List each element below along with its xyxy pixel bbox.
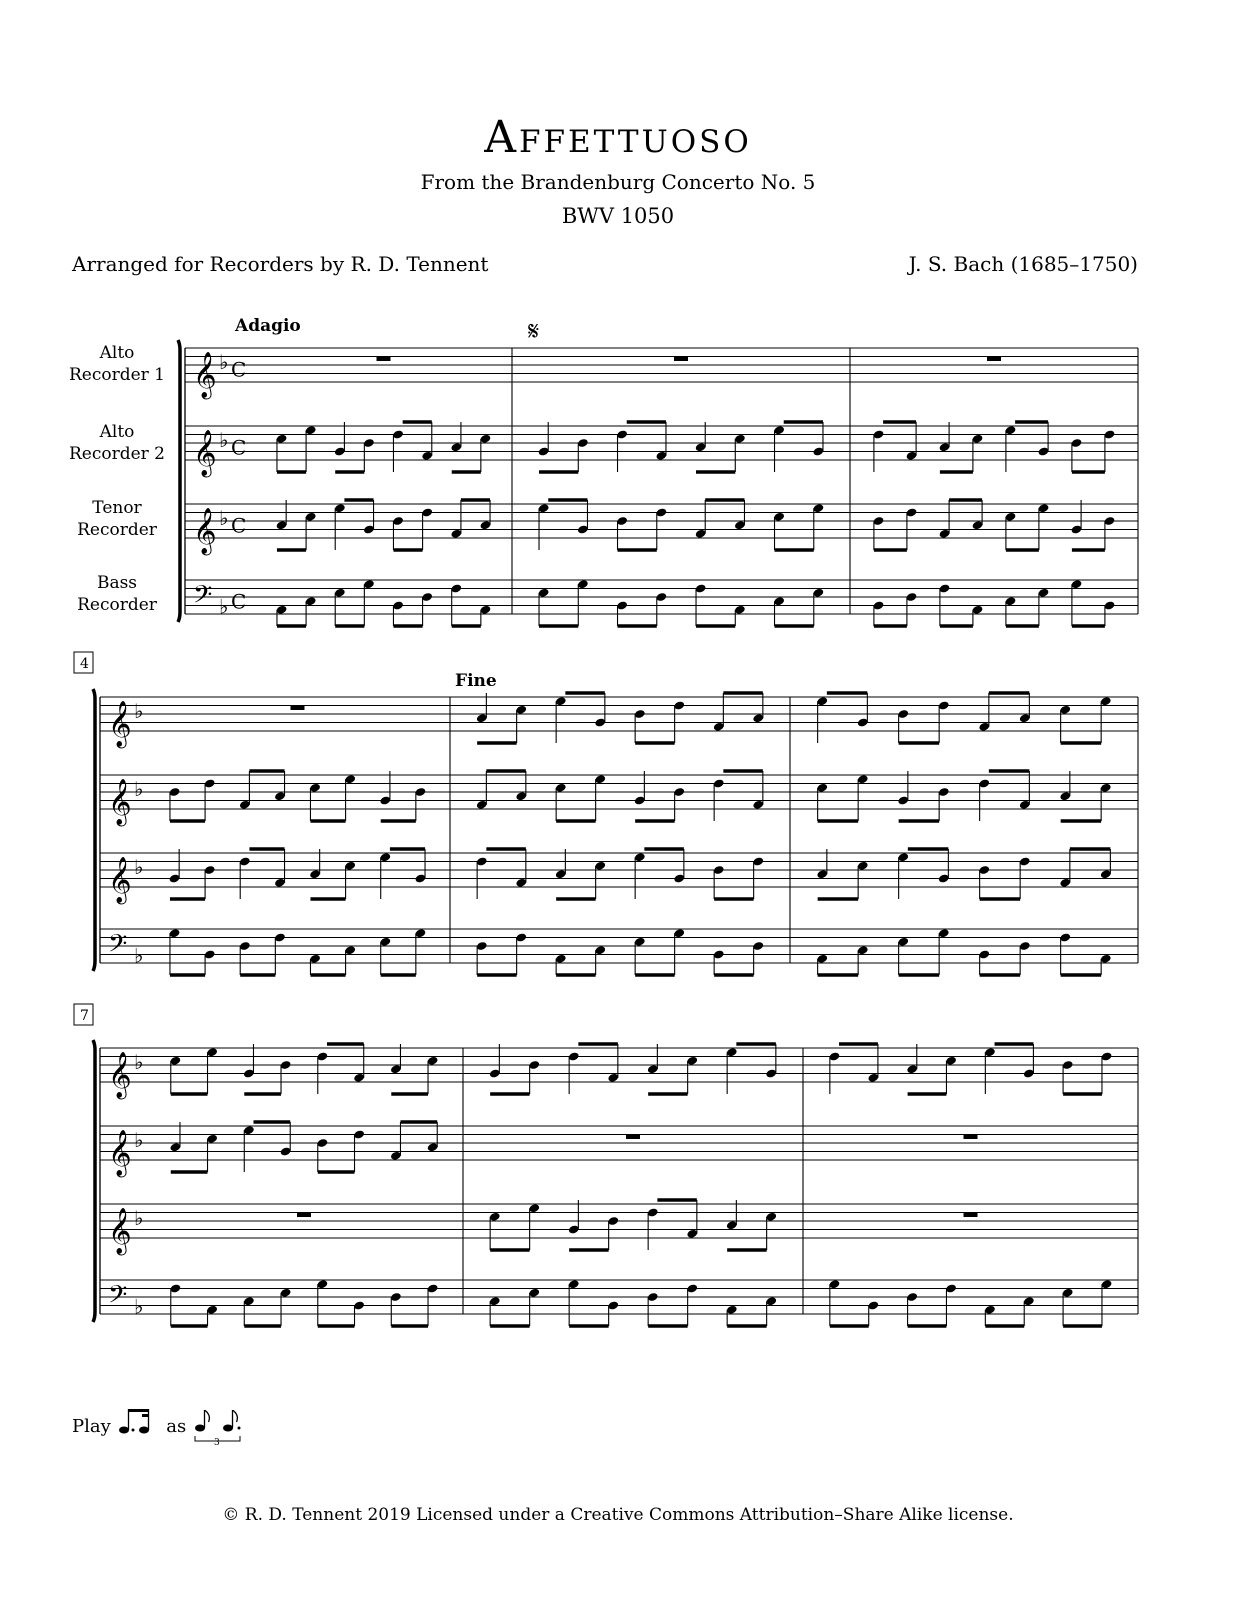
copyright-notice: © R. D. Tennent 2019 Licensed under a Creative Commons Attribution–Share Alike license. [222, 1505, 1014, 1525]
instrument-name: Recorder 1 [68, 365, 166, 385]
composer-credit: J. S. Bach (1685–1750) [908, 252, 1138, 276]
flat-key-signature-icon: ♭ [219, 506, 229, 530]
treble-clef-icon: 𝄞 [108, 779, 132, 825]
instrument-name: Recorder [77, 595, 157, 615]
piece-title: Affettuoso [484, 112, 752, 163]
system-bracket [93, 1040, 95, 1322]
flat-key-signature-icon: ♭ [134, 777, 144, 801]
treble-clef-icon: 𝄞 [108, 1130, 132, 1176]
bass-clef-icon: 𝄢 [108, 1280, 128, 1316]
rhythm-footnote [72, 1406, 258, 1446]
instrument-name: Bass [96, 573, 138, 593]
segno-sign: 𝄋 [528, 317, 540, 347]
footnote-as-label: as [166, 1416, 187, 1437]
treble-clef-icon: 𝄞 [108, 1208, 132, 1254]
instrument-name: Recorder 2 [68, 444, 166, 464]
flat-key-signature-icon: ♭ [134, 1128, 144, 1152]
flat-key-signature-icon: ♭ [219, 428, 229, 452]
triplet-number: 3 [213, 1438, 220, 1446]
treble-clef-icon: 𝄞 [193, 430, 217, 476]
treble-clef-icon: 𝄞 [108, 1052, 132, 1098]
time-signature: C [231, 357, 247, 382]
flat-key-signature-icon: ♭ [134, 1050, 144, 1074]
catalog-number: BWV 1050 [561, 204, 675, 228]
flat-key-signature-icon: ♭ [219, 350, 229, 374]
flat-key-signature-icon: ♭ [134, 943, 144, 968]
flat-key-signature-icon: ♭ [219, 594, 229, 619]
bass-clef-icon: 𝄢 [108, 929, 128, 965]
whole-rest [987, 357, 1001, 362]
instrument-name: Alto [99, 343, 135, 363]
time-signature: C [231, 589, 247, 614]
instrument-name: Tenor [92, 498, 142, 518]
dotted-sixteenth-pair-icon [117, 1406, 161, 1438]
instrument-name: Alto [99, 422, 135, 442]
fine-marking: Fine [455, 671, 497, 691]
piece-subtitle: From the Brandenburg Concerto No. 5 [420, 170, 816, 194]
treble-clef-icon: 𝄞 [108, 857, 132, 903]
whole-rest [964, 1213, 978, 1218]
instrument-name: Recorder [77, 520, 157, 540]
whole-rest [291, 706, 305, 711]
time-signature: C [231, 435, 247, 460]
measure-number: 4 [80, 656, 89, 672]
treble-clef-icon: 𝄞 [193, 508, 217, 554]
whole-rest [626, 1135, 640, 1140]
treble-clef-icon: 𝄞 [108, 701, 132, 747]
triplet-rhythm-icon [192, 1410, 258, 1446]
whole-rest [674, 357, 688, 362]
measure-number: 7 [80, 1008, 89, 1024]
flat-key-signature-icon: ♭ [134, 1206, 144, 1230]
whole-rest [377, 357, 391, 362]
whole-rest [964, 1135, 978, 1140]
tempo-marking: Adagio [235, 316, 301, 336]
flat-key-signature-icon: ♭ [134, 855, 144, 879]
arranger-credit: Arranged for Recorders by R. D. Tennent [72, 252, 489, 276]
system-bracket [178, 340, 180, 622]
system-bracket [93, 689, 95, 971]
bass-clef-icon: 𝄢 [193, 580, 213, 616]
time-signature: C [231, 513, 247, 538]
flat-key-signature-icon: ♭ [134, 699, 144, 723]
footnote-play-label: Play [72, 1416, 111, 1437]
treble-clef-icon: 𝄞 [193, 352, 217, 398]
flat-key-signature-icon: ♭ [134, 1294, 144, 1319]
whole-rest [297, 1213, 311, 1218]
